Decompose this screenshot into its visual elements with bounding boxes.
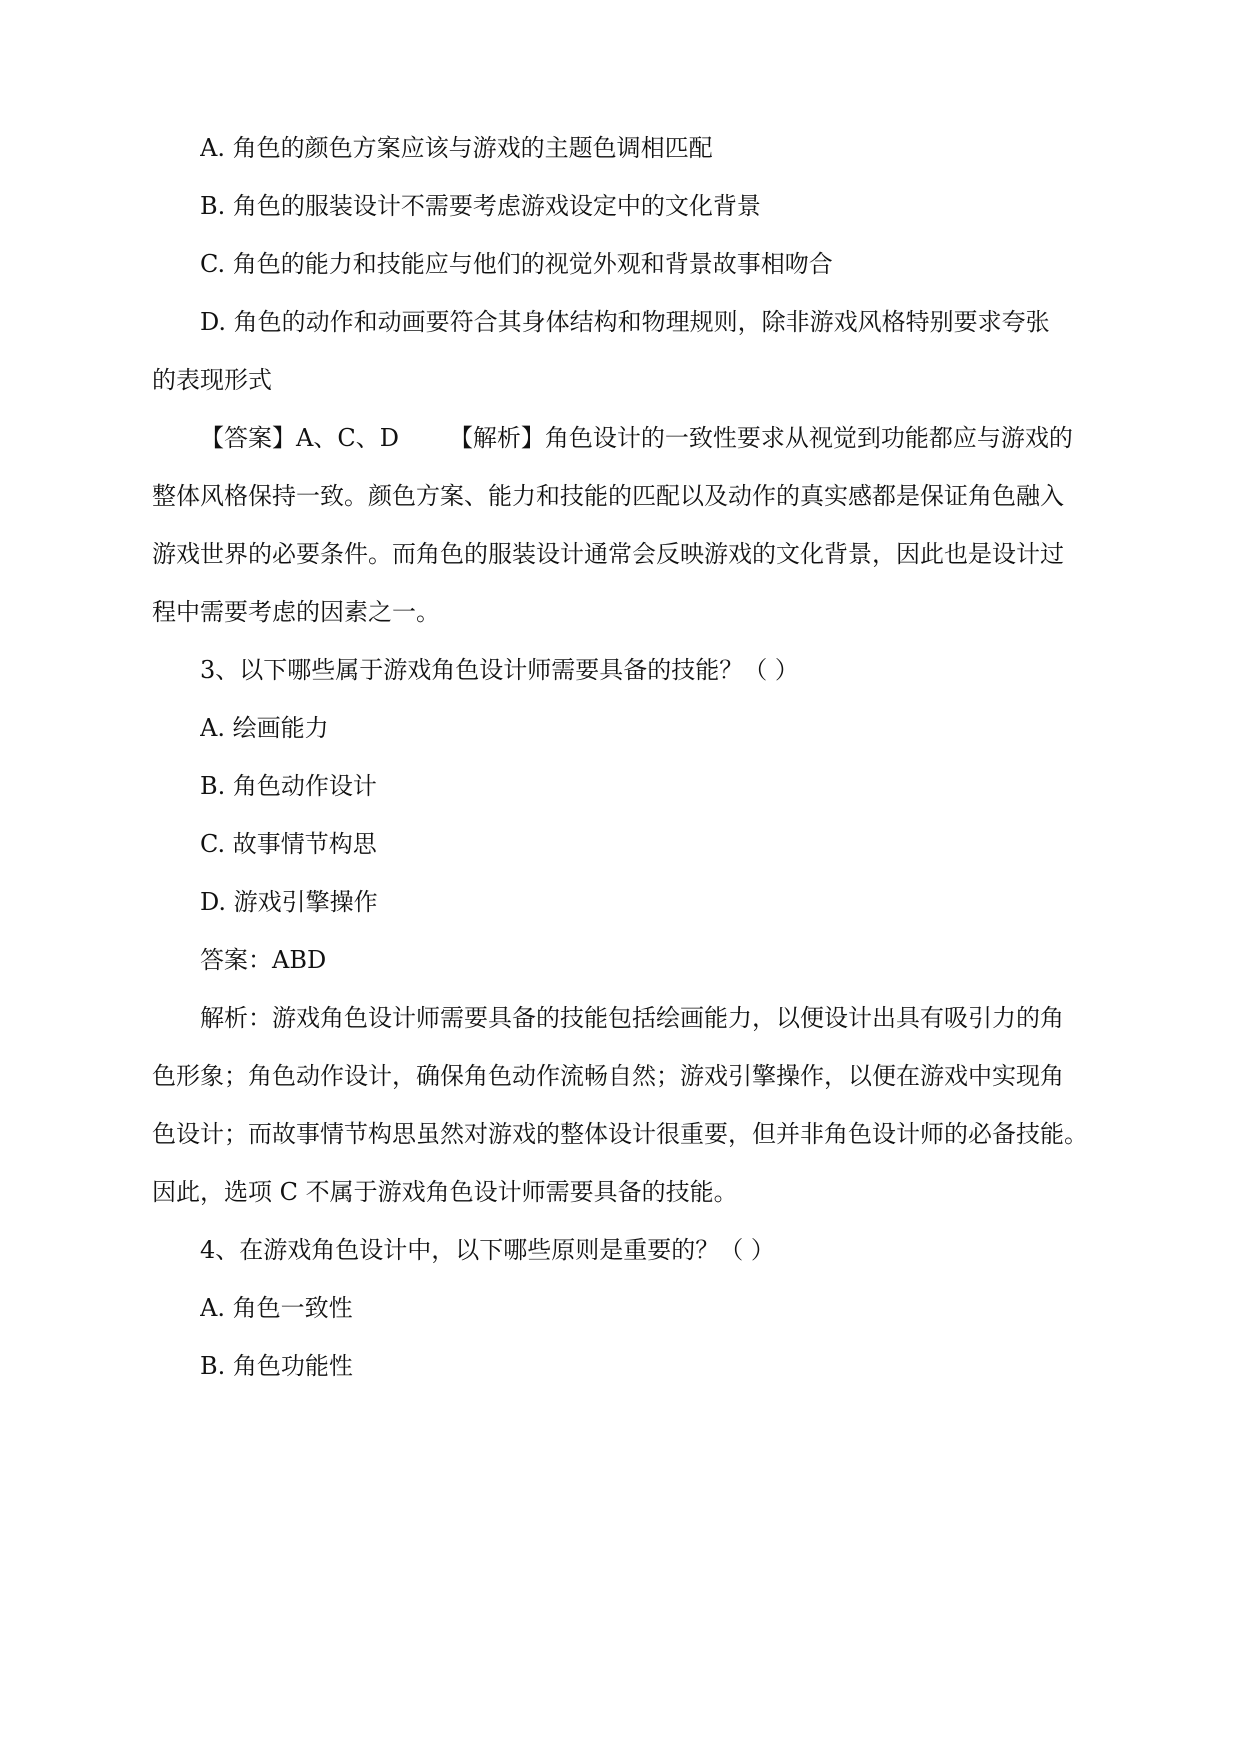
q3-option-d: D. 游戏引擎操作 <box>200 888 378 916</box>
q2-option-d-line2: 的表现形式 <box>152 366 272 394</box>
q2-option-b: B. 角色的服装设计不需要考虑游戏设定中的文化背景 <box>200 192 761 220</box>
q4-question: 4、在游戏角色设计中，以下哪些原则是重要的？（ ） <box>200 1236 775 1264</box>
q3-option-c: C. 故事情节构思 <box>200 830 377 858</box>
q4-option-b: B. 角色功能性 <box>200 1352 353 1380</box>
q2-answer-analysis-line1 <box>200 421 1092 455</box>
q2-analysis-intro: 【解析】角色设计的一致性要求从视觉到功能都应与游戏的 <box>448 424 1073 452</box>
q3-analysis-line4: 因此，选项 C 不属于游戏角色设计师需要具备的技能。 <box>152 1178 738 1206</box>
q2-option-a: A. 角色的颜色方案应该与游戏的主题色调相匹配 <box>200 134 713 162</box>
q2-option-d-line1: D. 角色的动作和动画要符合其身体结构和物理规则，除非游戏风格特别要求夸张 <box>200 308 1050 336</box>
q3-analysis-line2: 色形象；角色动作设计，确保角色动作流畅自然；游戏引擎操作，以便在游戏中实现角 <box>152 1062 1064 1090</box>
q3-option-b: B. 角色动作设计 <box>200 772 377 800</box>
q2-analysis-line4: 程中需要考虑的因素之一。 <box>152 598 440 626</box>
q2-analysis-line3: 游戏世界的必要条件。而角色的服装设计通常会反映游戏的文化背景，因此也是设计过 <box>152 540 1064 568</box>
q3-option-a: A. 绘画能力 <box>200 714 329 742</box>
q3-question: 3、以下哪些属于游戏角色设计师需要具备的技能？（ ） <box>200 656 799 684</box>
q4-option-a: A. 角色一致性 <box>200 1294 353 1322</box>
q3-analysis-line1: 解析：游戏角色设计师需要具备的技能包括绘画能力，以便设计出具有吸引力的角 <box>200 1004 1064 1032</box>
q3-answer: 答案：ABD <box>200 946 327 974</box>
q2-analysis-line2: 整体风格保持一致。颜色方案、能力和技能的匹配以及动作的真实感都是保证角色融入 <box>152 482 1064 510</box>
q3-analysis-line3: 色设计；而故事情节构思虽然对游戏的整体设计很重要，但并非角色设计师的必备技能。 <box>152 1120 1088 1148</box>
q2-answer: 【答案】A、C、D <box>200 424 399 452</box>
q2-option-c: C. 角色的能力和技能应与他们的视觉外观和背景故事相吻合 <box>200 250 833 278</box>
